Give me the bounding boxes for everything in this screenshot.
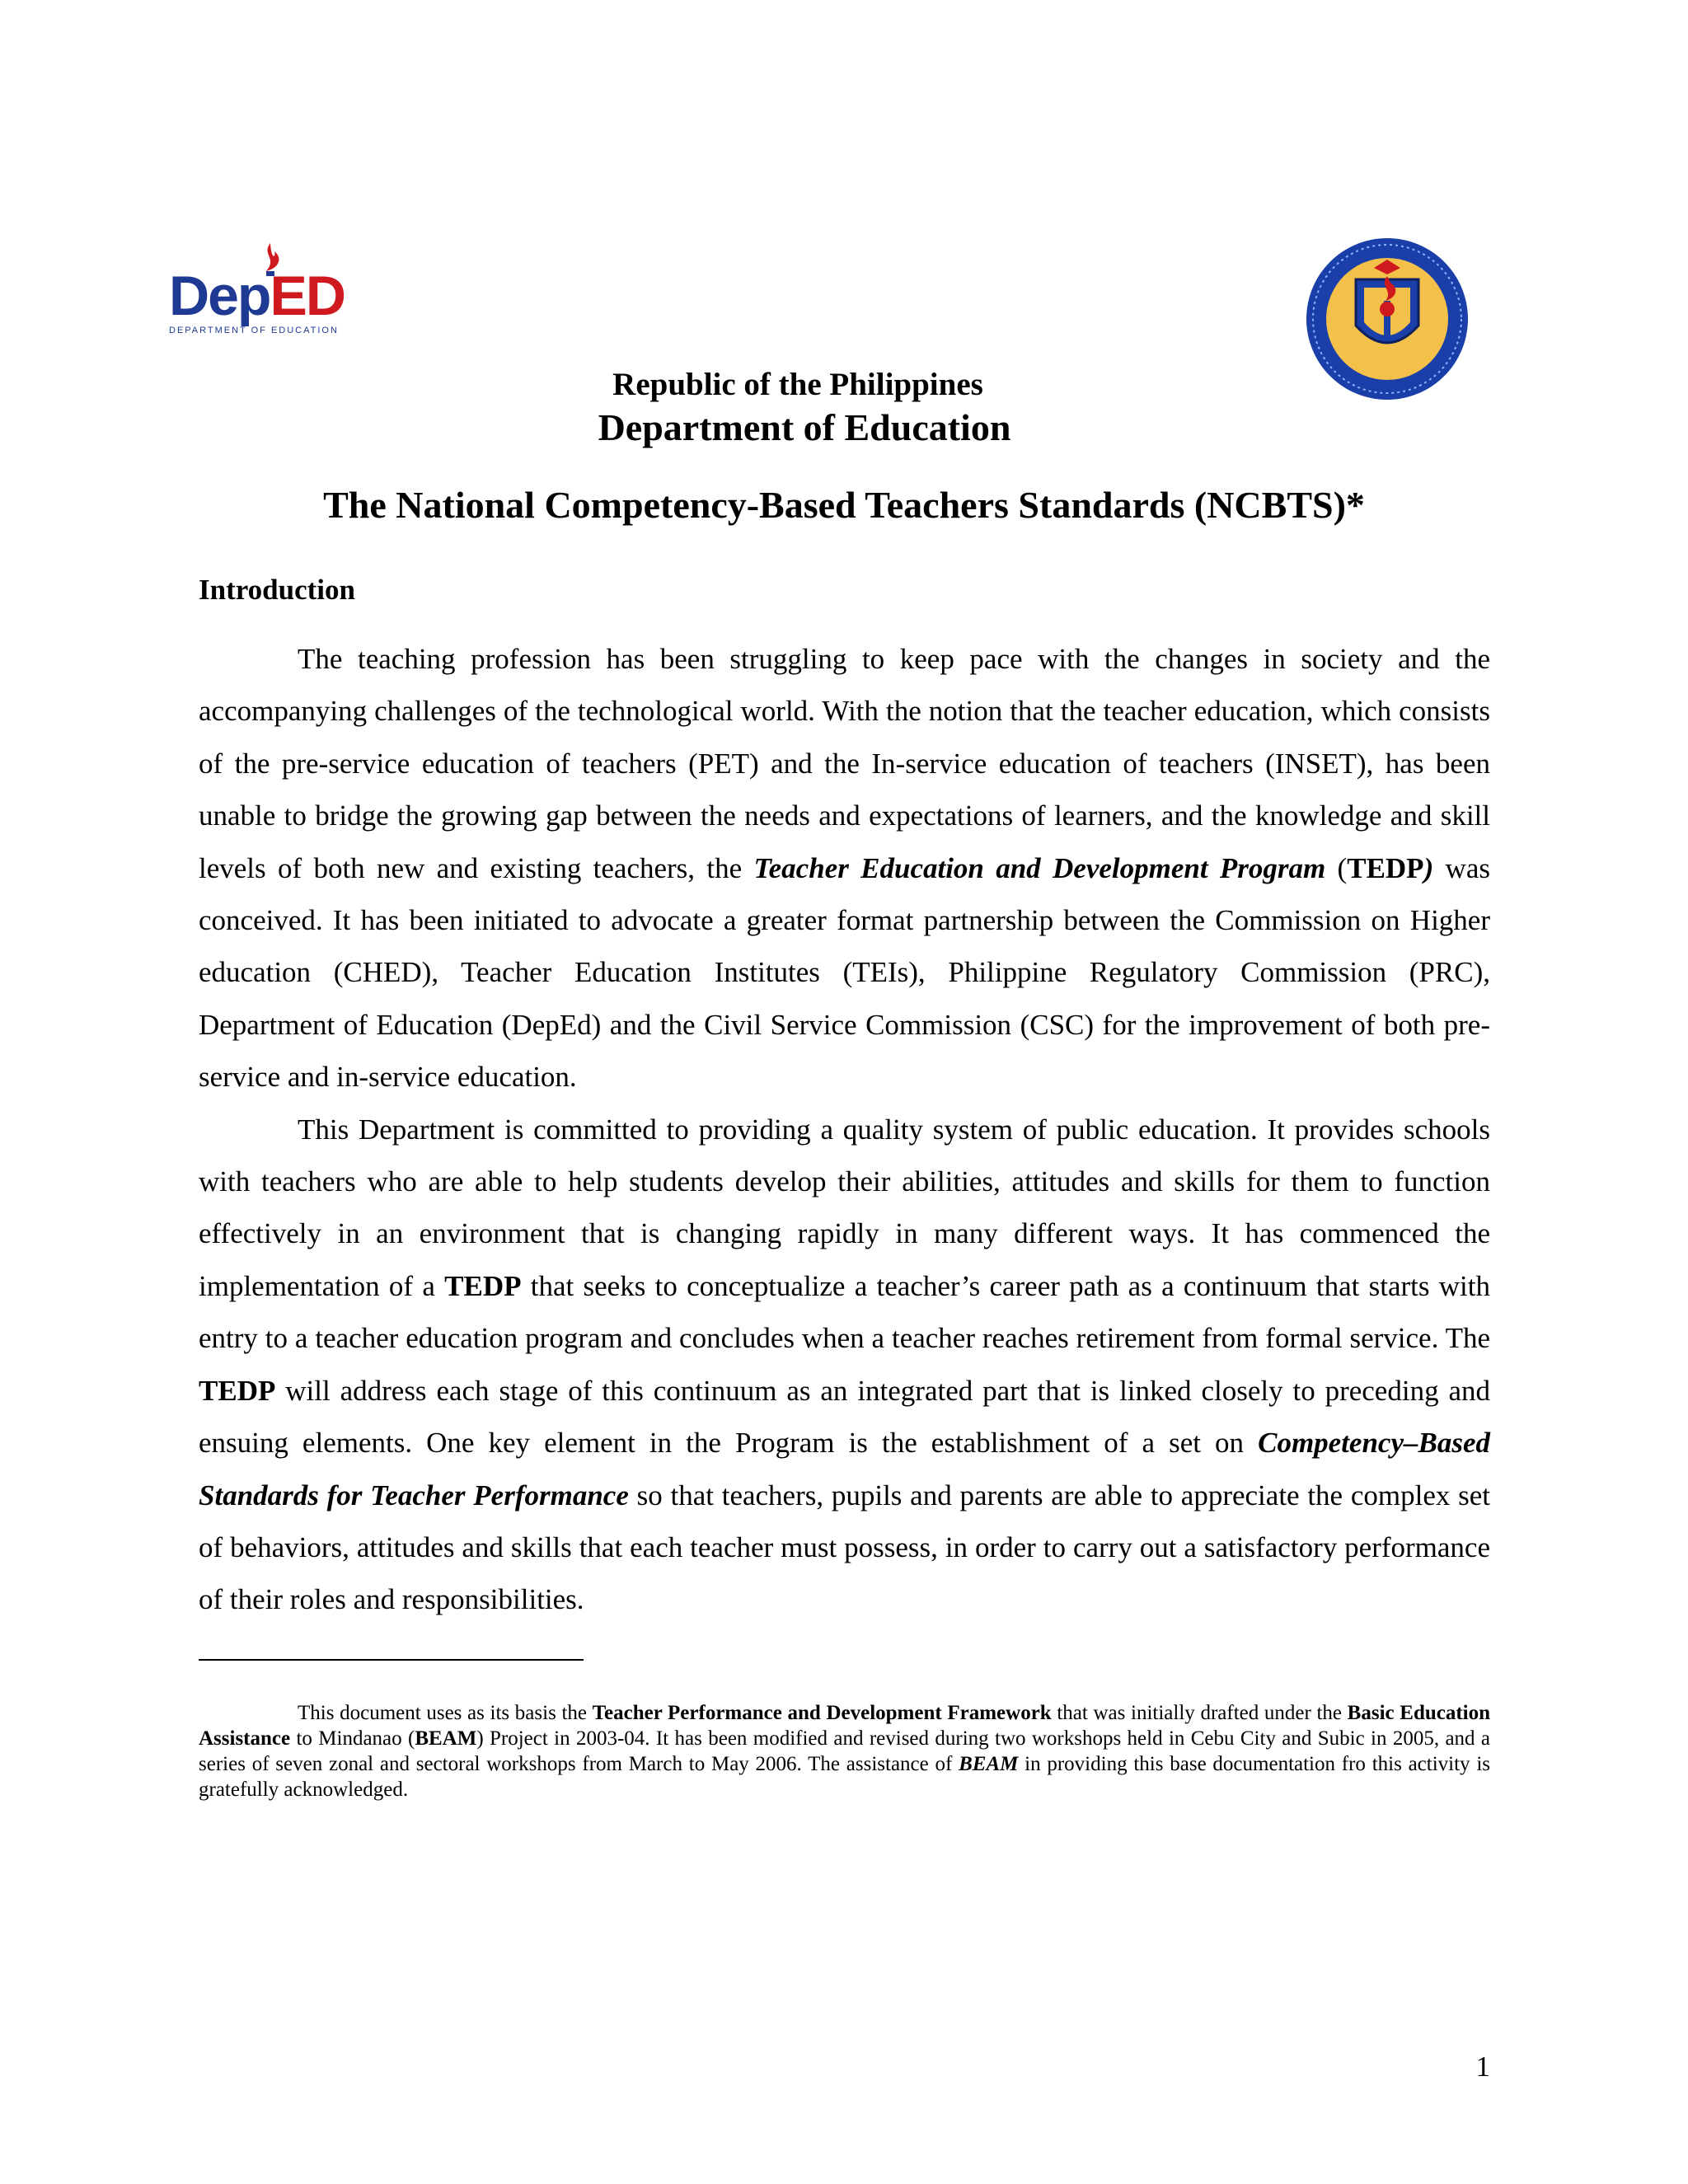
paragraph-1 xyxy=(199,633,1490,1104)
p2-text-a: This Department is committed to providing a quality system of public education. It provides schools with teachers who are able to help students develop their abilities, attitudes and skills for them to function effectively in an environment that is changing rapidly in many different ways. It has commenced the implementation of a xyxy=(199,1113,1490,1302)
fn-beam-1: BEAM xyxy=(415,1727,477,1750)
body-text xyxy=(199,633,1490,1626)
fn-text-a: This document uses as its basis the xyxy=(298,1702,593,1724)
fn-framework: Teacher Performance and Development Framework xyxy=(592,1702,1052,1724)
p1-text-c: ( xyxy=(1325,851,1348,884)
logo-wordmark-ed: ED xyxy=(270,265,345,327)
p2-text-e: will address each stage of this continuum as an integrated part that is linked closely to preceding and ensuing elements. One key element in the Program is the establishment of a set on xyxy=(199,1374,1490,1460)
p1-text-a: The teaching profession has been struggling to keep pace with the changes in society and the accompanying challenges of the technological world. With the notion that the teacher education, which consists of the pre-service education of teachers (PET) and the In-service education of teachers (INSET), has been unable to bridge the growing gap between the needs and expectations of learners, and the knowledge and skill levels of both new and existing teachers, the xyxy=(199,643,1490,884)
p2-text-g: so that teachers, pupils and parents are able to appreciate the complex set of behaviors, attitudes and skills that each teacher must possess, in order to carry out a satisfactory performance of their roles and responsibilities. xyxy=(199,1479,1490,1616)
deped-logo xyxy=(169,243,383,342)
document-title: The National Competency-Based Teachers Standards (NCBTS)* xyxy=(323,484,1365,526)
header-republic: Republic of the Philippines xyxy=(612,367,983,402)
logo-wordmark xyxy=(169,265,345,327)
footnote-divider xyxy=(199,1659,584,1661)
p2-tedp-1: TEDP xyxy=(444,1269,522,1302)
section-heading: Introduction xyxy=(199,574,355,606)
fn-basic-ed: Basic Education Assistance xyxy=(199,1702,1491,1750)
logo-subline: DEPARTMENT OF EDUCATION xyxy=(169,326,339,335)
p1-text-f: was conceived. It has been initiated to advocate a greater format partnership between the Commission on Higher education (CHED), Teacher Education Institutes (TEIs), Philippine Regulatory Commission (PRC), Department of Education (DepEd) and the Civil Service Commission (CSC) for the improvement of both pre-service and in-service education. xyxy=(199,851,1490,1094)
fn-text-c: that was initially drafted under the xyxy=(1051,1702,1348,1724)
p1-tedp-acronym: TEDP xyxy=(1347,851,1424,884)
page-number: 1 xyxy=(1475,2050,1490,2083)
logo-wordmark-dep: Dep xyxy=(169,265,270,327)
fn-text-g: ) Project in 2003-04. It has been modified and revised during two workshops held in Cebu City and Subic in 2005, and a series of seven zonal and sectoral workshops from March to May 2006. The assistance of xyxy=(199,1727,1491,1775)
p1-paren: ) xyxy=(1423,851,1434,884)
fn-text-i: in providing this base documentation fro this activity is gratefully acknowledged. xyxy=(199,1753,1491,1801)
p1-tedp-full: Teacher Education and Development Program xyxy=(753,851,1326,884)
p2-text-c: that seeks to conceptualize a teacher’s career path as a continuum that starts with entry to a teacher education program and concludes when a teacher reaches retirement from formal service. The xyxy=(199,1269,1490,1355)
p2-standards-title: Competency–Based Standards for Teacher Performance xyxy=(199,1427,1490,1511)
fn-text-e: to Mindanao ( xyxy=(290,1727,415,1750)
footnote xyxy=(199,1700,1490,1802)
fn-beam-2: BEAM xyxy=(959,1753,1019,1775)
header-department: Department of Education xyxy=(598,406,1011,448)
p2-tedp-2: TEDP xyxy=(199,1374,276,1407)
paragraph-2 xyxy=(199,1104,1490,1626)
